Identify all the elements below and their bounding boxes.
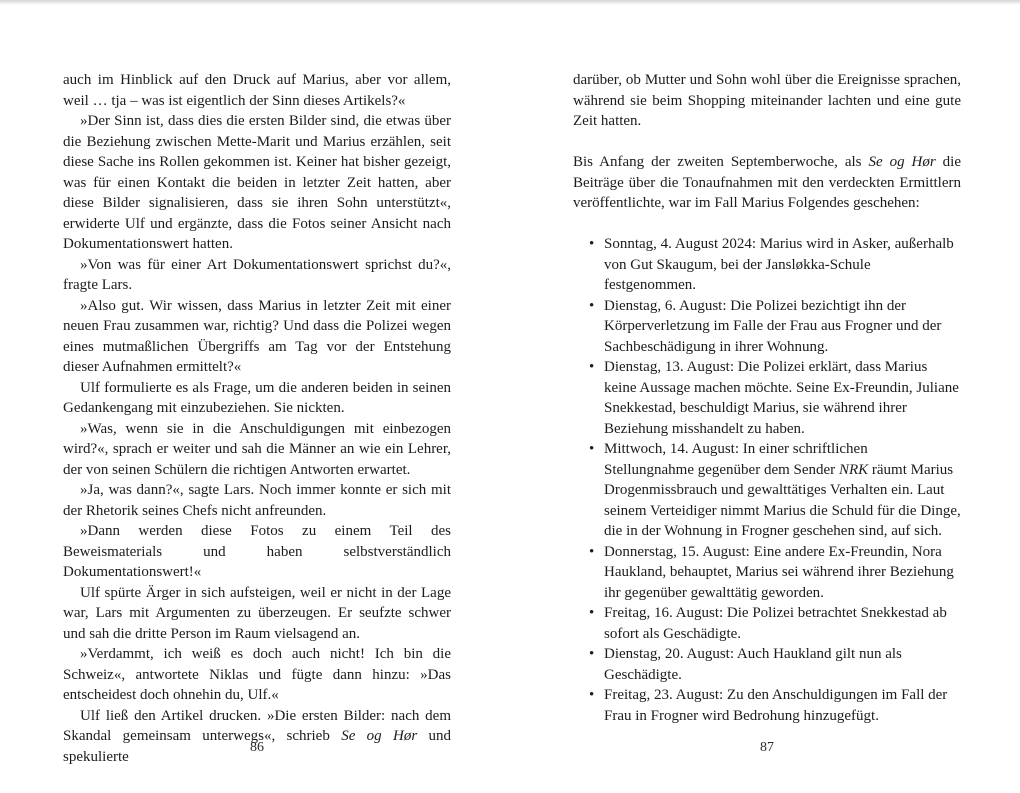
list-item bbox=[573, 603, 961, 644]
paragraph: »Verdammt, ich weiß es doch auch nicht! Ich bin die Schweiz«, antwortete Niklas und fügte dann hinzu: »Das entscheidest doch ohnehin du, Ulf.« bbox=[63, 646, 451, 703]
bullet-icon: • bbox=[589, 236, 595, 252]
list-item-text: Mittwoch, 14. August: In einer schriftlichen Stellungnahme gegenüber dem Sender NRK räumt Marius Drogenmissbrauch und gewalttätiges Verhalten ein. Laut seinem Verteidiger nimmt Marius die Schuld für die Dinge, die in der Wohnung in Frogner geschehen sind, auf sich. bbox=[604, 441, 961, 539]
list-item-text: Dienstag, 6. August: Die Polizei bezichtigt ihn der Körperverletzung im Falle der Frau aus Frogner und der Sachbeschädigung in ihrer Wohnung. bbox=[604, 297, 942, 355]
paragraph: »Ja, was dann?«, sagte Lars. Noch immer konnte er sich mit der Rhetorik seines Chefs nicht anfreunden. bbox=[63, 482, 451, 519]
bullet-icon: • bbox=[589, 605, 595, 621]
bullet-icon: • bbox=[589, 359, 595, 375]
paragraph: »Der Sinn ist, dass dies die ersten Bilder sind, die etwas über die Beziehung zwischen Mette-Marit und Marius erzählen, seit diese Sache ins Rollen gekommen ist. Keiner hat bisher gezeigt, was für einen Kontakt die beiden in letzter Zeit hatten, aber diese Bilder signalisieren, dass sie ihren Sohn unterstützt«, erwiderte Ulf und ergänzte, dass die Fotos seiner Ansicht nach Dokumentationswert hatten. bbox=[63, 113, 451, 252]
list-item bbox=[573, 234, 961, 296]
paragraph: »Von was für einer Art Dokumentationswert sprichst du?«, fragte Lars. bbox=[63, 256, 451, 293]
paragraph: Bis Anfang der zweiten Septemberwoche, als Se og Hør die Beiträge über die Tonaufnahmen mit den verdeckten Ermittlern veröffentlichte, war im Fall Marius Folgendes geschehen: bbox=[573, 154, 962, 211]
paragraph: Ulf spürte Ärger in sich aufsteigen, weil er nicht in der Lage war, Lars mit Argumenten zu überzeugen. Er seufzte schwer und sah die dritte Person im Raum vielsagend an. bbox=[63, 584, 451, 642]
list-item bbox=[573, 644, 961, 685]
page-text-left bbox=[63, 70, 451, 767]
page-number-right: 87 bbox=[760, 740, 774, 755]
bullet-icon: • bbox=[589, 646, 595, 662]
list-item-text: Sonntag, 4. August 2024: Marius wird in Asker, außerhalb von Gut Skaugum, bei der Jansløkka-Schule festgenommen. bbox=[604, 236, 954, 293]
list-item bbox=[573, 542, 961, 604]
list-item-text: Freitag, 16. August: Die Polizei betrachtet Snekkestad ab sofort als Geschädigte. bbox=[604, 605, 947, 642]
paragraph: »Also gut. Wir wissen, dass Marius in letzter Zeit mit einer neuen Frau zusammen war, richtig? Und dass die Polizei wegen eines mutmaßlichen Übergriffs am Tag vor der Entstehung dieser Aufnahmen ermittelt?« bbox=[63, 297, 451, 375]
event-list bbox=[573, 234, 961, 726]
list-item bbox=[573, 439, 961, 542]
italic-text: Se og Hør bbox=[868, 154, 936, 170]
paragraph: »Was, wenn sie in die Anschuldigungen mit einbezogen wird?«, sprach er weiter und sah die Männer an wie ein Lehrer, der von seinen Schülern die richtigen Antworten erwartet. bbox=[63, 420, 451, 478]
paragraph: Ulf formulierte es als Frage, um die anderen beiden in seinen Gedankengang mit einzubeziehen. Sie nickten. bbox=[63, 379, 451, 416]
paragraph: »Dann werden diese Fotos zu einem Teil des Beweismaterials und haben selbstverständlich Dokumentationswert!« bbox=[63, 523, 451, 580]
page-text-right bbox=[573, 70, 961, 726]
bullet-icon: • bbox=[589, 543, 595, 560]
bullet-icon: • bbox=[589, 297, 595, 314]
list-item-text: Donnerstag, 15. August: Eine andere Ex-Freundin, Nora Haukland, behauptet, Marius sei während ihrer Beziehung ihr gegenüber gewalttätig geworden. bbox=[604, 543, 954, 601]
list-item-text: Dienstag, 20. August: Auch Haukland gilt nun als Geschädigte. bbox=[604, 646, 902, 683]
list-item bbox=[573, 685, 961, 726]
page-number-left: 86 bbox=[250, 740, 264, 755]
paragraph: Ulf ließ den Artikel drucken. »Die ersten Bilder: nach dem Skandal gemeinsam unterwegs«, schrieb Se og Hør und spekulierte bbox=[63, 707, 452, 765]
paragraph: auch im Hinblick auf den Druck auf Marius, aber vor allem, weil … tja – was ist eigentlich der Sinn dieses Artikels?« bbox=[63, 72, 451, 109]
list-item bbox=[573, 296, 961, 358]
paragraph: darüber, ob Mutter und Sohn wohl über die Ereignisse sprachen, während sie beim Shopping miteinander lachten und eine gute Zeit hatten. bbox=[573, 72, 961, 129]
page-right bbox=[573, 0, 961, 793]
bullet-icon: • bbox=[589, 441, 595, 457]
list-item bbox=[573, 357, 961, 439]
page-left bbox=[63, 0, 451, 793]
list-item-text: Dienstag, 13. August: Die Polizei erklärt, dass Marius keine Aussage machen möchte. Seine Ex-Freundin, Juliane Snekkestad, beschuldigt Marius, sie während ihrer Beziehung misshandelt zu haben. bbox=[604, 359, 959, 437]
italic-text: Se og Hør bbox=[341, 728, 418, 744]
italic-text: NRK bbox=[838, 461, 869, 478]
bullet-icon: • bbox=[589, 687, 595, 703]
list-item-text: Freitag, 23. August: Zu den Anschuldigungen im Fall der Frau in Frogner wird Bedrohung hinzugefügt. bbox=[604, 687, 948, 724]
